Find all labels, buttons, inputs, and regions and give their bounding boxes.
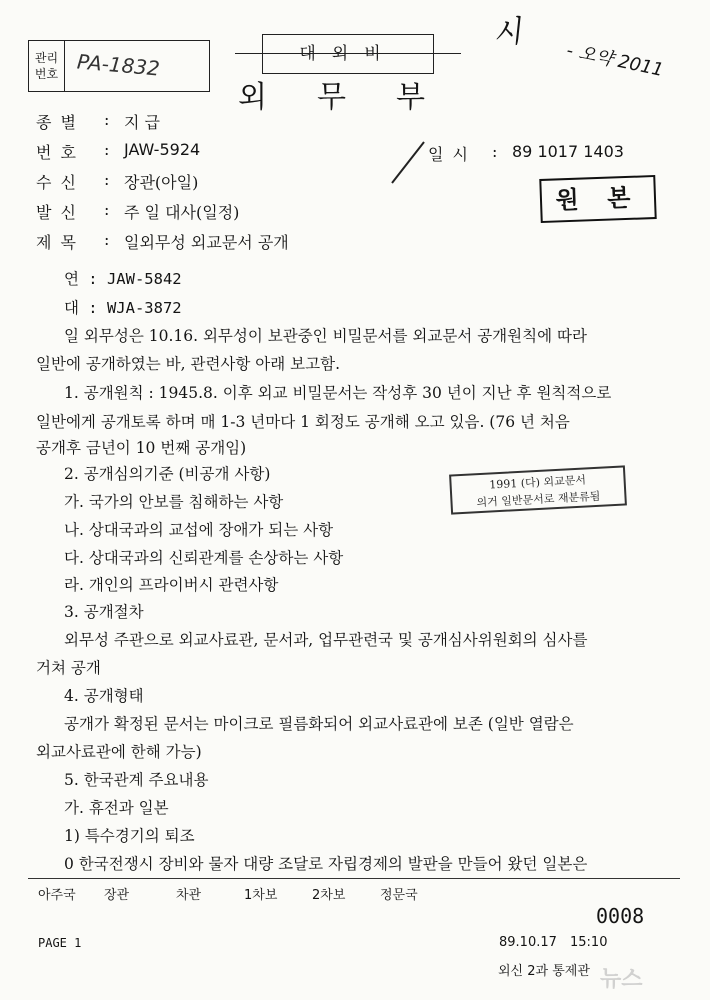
management-number-label: 관리 번호 [29, 41, 65, 91]
section-heading: 2. 공개심의기준 (비공개 사항) [64, 465, 271, 483]
page-number: 0008 [596, 904, 645, 928]
list-item: 라. 개인의 프라이버시 관련사항 [64, 576, 279, 594]
reference-line: 연 : JAW-5842 [64, 270, 182, 288]
body-line: 0 한국전쟁시 장비와 물자 대량 조달로 자립경제의 발판을 만들어 왔던 일본은 [64, 855, 588, 873]
management-number-box [28, 40, 210, 92]
colon: : [104, 140, 110, 159]
original-stamp: 원 본 [539, 175, 656, 223]
dept-label: 2차보 [312, 888, 346, 903]
subject-label: 제 목 [36, 233, 78, 252]
date-label: 일 시 [428, 145, 470, 164]
to-label: 수 신 [36, 173, 78, 192]
dept-label: 아주국 [38, 888, 76, 903]
date-value: 89 1017 1403 [512, 142, 624, 161]
from-label: 발 신 [36, 203, 78, 222]
footer-time: 15:10 [570, 935, 608, 950]
body-line: 공개후 금년이 10 번째 공개임) [36, 439, 247, 457]
subject-value: 일외무성 외교문서 공개 [124, 233, 289, 252]
category-value: 지 급 [124, 113, 160, 132]
footer-divider [28, 878, 680, 879]
page-label: PAGE 1 [38, 936, 82, 950]
colon: : [104, 230, 110, 249]
subsection-heading: 가. 휴전과 일본 [64, 799, 169, 817]
from-value: 주 일 대사(일정) [124, 203, 240, 222]
category-label: 종 별 [36, 113, 78, 132]
colon: : [104, 200, 110, 219]
colon: : [104, 170, 110, 189]
section-heading: 5. 한국관계 주요내용 [64, 771, 209, 789]
body-line: 1. 공개원칙 : 1945.8. 이후 외교 비밀문서는 작성후 30 년이 지난 후 원칙적으로 [64, 384, 612, 402]
list-item: 다. 상대국과의 신뢰관계를 손상하는 사항 [64, 549, 344, 567]
section-heading: 3. 공개절차 [64, 603, 144, 621]
list-item: 가. 국가의 안보를 침해하는 사항 [64, 493, 284, 511]
footer-date: 89.10.17 [499, 935, 557, 950]
dept-label: 차관 [176, 888, 202, 903]
subsection-heading: 1) 특수경기의 퇴조 [64, 827, 195, 845]
colon: : [492, 142, 498, 161]
colon: : [104, 110, 110, 129]
section-heading: 4. 공개형태 [64, 687, 144, 705]
dept-label: 정문국 [380, 888, 418, 903]
body-line: 외교사료관에 한해 가능) [36, 743, 202, 761]
reference-line: 대 : WJA-3872 [64, 299, 182, 317]
list-item: 나. 상대국과의 교섭에 장애가 되는 사항 [64, 521, 334, 539]
dept-label: 장관 [104, 888, 130, 903]
pen-stroke [391, 141, 425, 183]
body-line: 외무성 주관으로 외교사료관, 문서과, 업무관련국 및 공개심사위원회의 심사를 [64, 631, 588, 649]
footer-source: 외신 2과 통제관 [498, 964, 590, 979]
watermark-logo: 뉴스 [600, 967, 643, 992]
number-label: 번 호 [36, 143, 78, 162]
reclassification-stamp: 1991 (다) 외교문서 의거 일반문서로 재분류됨 [449, 465, 627, 514]
body-line: 일 외무성은 10.16. 외무성이 보관중인 비밀문서를 외교문서 공개원칙에 따라 [64, 327, 587, 345]
body-line: 일반에 공개하였는 바, 관련사항 아래 보고함. [36, 355, 341, 373]
body-line: 일반에게 공개토록 하며 매 1-3 년마다 1 회정도 공개해 오고 있음. (76 년 처음 [36, 413, 570, 431]
handwritten-note: - 오약 2011 [564, 39, 666, 81]
classification-box: 대외비 [262, 34, 434, 74]
to-value: 장관(아일) [124, 173, 199, 192]
dept-label: 1차보 [244, 888, 278, 903]
ministry-title: 외무부 [238, 80, 475, 115]
management-number-value: PA-1832 [76, 49, 161, 81]
number-value: JAW-5924 [124, 140, 201, 159]
body-line: 거쳐 공개 [36, 659, 101, 677]
body-line: 공개가 확정된 문서는 마이크로 필름화되어 외교사료관에 보존 (일반 열람은 [64, 715, 574, 733]
handwritten-mark: 시 [490, 14, 524, 53]
